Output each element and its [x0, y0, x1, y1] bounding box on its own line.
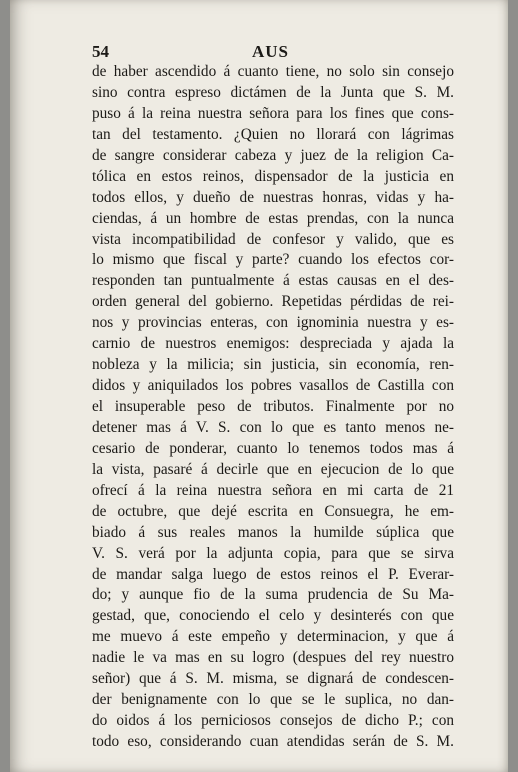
text-line: el insuperable peso de tributos. Finalmente por no	[92, 398, 454, 415]
text-line: la vista, pasaré á decirle que en ejecucion de lo que	[92, 460, 454, 478]
text-line: de sangre considerar cabeza y juez de la religion Ca-	[92, 146, 454, 164]
text-line: detener mas á V. S. con lo que es tanto menos ne-	[92, 418, 454, 436]
text-line: cesario de ponderar, cuanto lo tenemos todos mas á	[92, 439, 454, 457]
text-line: puso á la reina nuestra señora para los fines que cons-	[92, 104, 454, 122]
book-page	[10, 0, 508, 772]
text-line: carnio de nuestros enemigos: despreciada y ajada la	[92, 335, 454, 353]
text-line: didos y aniquilados los pobres vasallos de Castilla con	[92, 377, 454, 395]
text-line: biado á sus reales manos la humilde súplica que	[92, 523, 454, 541]
text-line: do; y aunque fio de la suma prudencia de Su Ma-	[92, 586, 454, 604]
text-line: señor) que á S. M. misma, se dignará de condescen-	[92, 670, 454, 688]
running-head	[92, 42, 452, 62]
text-line: de haber ascendido á cuanto tiene, no solo sin consejo	[92, 63, 454, 80]
running-title: AUS	[252, 42, 290, 61]
text-line: nos y provincias enteras, con ignominia nuestra y es-	[92, 314, 454, 332]
text-line: V. S. verá por la adjunta copia, para que se sirva	[92, 544, 454, 562]
text-line: responden tan puntualmente á estas causas en el des-	[92, 272, 454, 290]
text-line: der benignamente con lo que se le suplica, no dan-	[92, 691, 454, 709]
text-line: sino contra espreso dictámen de la Junta que S. M.	[92, 83, 454, 101]
text-line: tólica en estos reinos, dispensador de la justicia en	[92, 167, 454, 185]
text-line: todos ellos, y dueño de nuestras honras, vidas y ha-	[92, 188, 454, 206]
text-line: nobleza y la milicia; sin justicia, sin economía, ren-	[92, 356, 454, 374]
text-line: de octubre, que dejé escrita en Consuegra, he em-	[92, 502, 454, 520]
text-line: nadie le va mas en su logro (despues del rey nuestro	[92, 649, 454, 667]
text-line: do oidos á los perniciosos consejos de dicho P.; con	[92, 712, 454, 730]
text-line: ciendas, á un hombre de estas prendas, con la nunca	[92, 209, 454, 227]
text-line: vista incompatibilidad de confesor y valido, que es	[92, 230, 454, 248]
body-text	[92, 62, 454, 753]
text-line: de mandar salga luego de estos reinos el P. Everar-	[92, 565, 454, 583]
page-number: 54	[92, 42, 109, 61]
text-line: lo mismo que fiscal y parte? cuando los efectos cor-	[92, 251, 454, 269]
text-line: gestad, que, conociendo el celo y desinterés con que	[92, 607, 454, 625]
text-line: todo eso, considerando cuan atendidas serán de S. M.	[92, 733, 454, 750]
text-line: me muevo á este empeño y determinacion, y que á	[92, 628, 454, 646]
text-line: ofrecí á la reina nuestra señora en mi carta de 21	[92, 481, 454, 499]
text-line: tan del testamento. ¿Quien no llorará con lágrimas	[92, 125, 454, 143]
text-line: orden general del gobierno. Repetidas pérdidas de rei-	[92, 293, 454, 311]
